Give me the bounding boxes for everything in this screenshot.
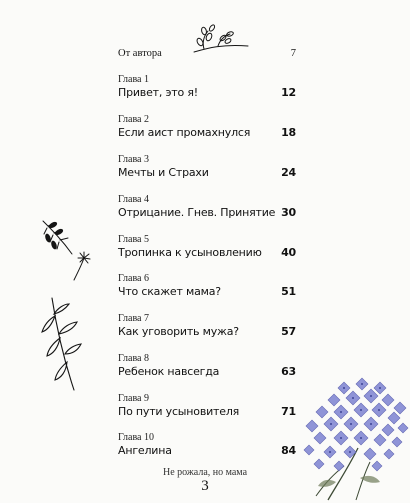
chapter-label: Глава 5 xyxy=(118,234,149,245)
chapter-title: По пути усыновителя xyxy=(118,405,240,418)
toc-entry-page: 7 xyxy=(290,48,296,59)
chapter-page: 30 xyxy=(281,206,296,219)
toc-chapter[interactable] xyxy=(118,234,296,260)
chapter-title: Что скажет мама? xyxy=(118,285,221,298)
chapter-title: Привет, это я! xyxy=(118,86,198,99)
toc-chapter[interactable] xyxy=(118,74,296,100)
chapter-label: Глава 7 xyxy=(118,313,149,324)
chapter-title: Мечты и Страхи xyxy=(118,166,209,179)
chapter-title: Тропинка к усыновлению xyxy=(118,246,262,259)
chapter-page: 51 xyxy=(281,285,296,298)
book-title-footer: Не рожала, но мама xyxy=(162,467,248,478)
toc-chapter[interactable] xyxy=(118,114,296,140)
chapter-title: Как уговорить мужа? xyxy=(118,325,239,338)
sprig-icon xyxy=(190,22,252,56)
chapter-title: Отрицание. Гнев. Принятие xyxy=(118,206,276,219)
chapter-page: 57 xyxy=(281,325,296,338)
chapter-page: 71 xyxy=(281,405,296,418)
chapter-title: Если аист промахнулся xyxy=(118,126,251,139)
chapter-title: Ангелина xyxy=(118,444,172,457)
chapter-page: 18 xyxy=(281,126,296,139)
toc-entry-title: От автора xyxy=(118,48,162,59)
toc-chapter[interactable] xyxy=(118,273,296,299)
chapter-title: Ребенок навсегда xyxy=(118,365,220,378)
chapter-page: 63 xyxy=(281,365,296,378)
chapter-page: 40 xyxy=(281,246,296,259)
chapter-label: Глава 8 xyxy=(118,353,149,364)
chapter-label: Глава 4 xyxy=(118,194,149,205)
toc-chapter[interactable] xyxy=(118,432,296,458)
chapter-page: 24 xyxy=(281,166,296,179)
chapter-label: Глава 10 xyxy=(118,432,154,443)
chapter-label: Глава 1 xyxy=(118,74,149,85)
toc-chapter[interactable] xyxy=(118,353,296,379)
toc-chapter[interactable] xyxy=(118,313,296,339)
toc-chapter[interactable] xyxy=(118,393,296,419)
page-number: 3 xyxy=(201,478,209,494)
vine-icon xyxy=(36,294,82,394)
chapter-label: Глава 6 xyxy=(118,273,149,284)
chapter-label: Глава 9 xyxy=(118,393,149,404)
chapter-page: 84 xyxy=(281,444,296,457)
dandelion-icon xyxy=(70,250,94,282)
chapter-page: 12 xyxy=(281,86,296,99)
toc-chapter[interactable] xyxy=(118,154,296,180)
toc-chapter[interactable] xyxy=(118,194,296,220)
chapter-label: Глава 2 xyxy=(118,114,149,125)
chapter-label: Глава 3 xyxy=(118,154,149,165)
